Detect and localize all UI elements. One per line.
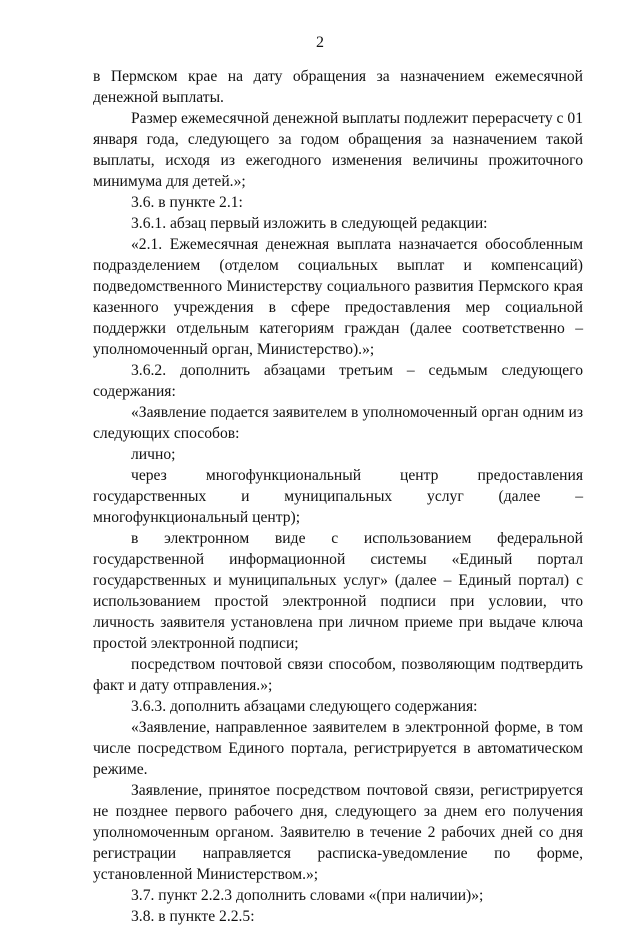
paragraph: 3.6.2. дополнить абзацами третьим – седьмым следующего содержания: (93, 362, 583, 400)
paragraph: в Пермском крае на дату обращения за назначением ежемесячной денежной выплаты. (93, 68, 583, 106)
paragraph: лично; (131, 446, 176, 463)
paragraph: «2.1. Ежемесячная денежная выплата назначается обособленным подразделением (отделом социальных выплат и компенсаций) подведомственного Министерству социального развития Пермского края казенного учреждения в сфере предоставления мер социальной поддержки отдельным категориям граждан (далее соответственно – уполномоченный орган, Министерство).»; (93, 236, 583, 358)
paragraph: 3.6. в пункте 2.1: (131, 194, 243, 211)
paragraph: 3.8. в пункте 2.2.5: (131, 908, 255, 925)
page-number: 2 (316, 34, 324, 51)
paragraph: «Заявление подается заявителем в уполномоченный орган одним из следующих способов: (93, 404, 583, 442)
paragraph: 3.6.3. дополнить абзацами следующего содержания: (131, 698, 478, 715)
paragraph: 3.6.1. абзац первый изложить в следующей редакции: (131, 215, 488, 232)
document-body (93, 66, 583, 927)
paragraph: Заявление, принятое посредством почтовой связи, регистрируется не позднее первого рабочего дня, следующего за днем его получения уполномоченным органом. Заявителю в течение 2 рабочих дней со дня регистрации направляется расписка-уведомление по форме, установленной Министерством.»; (93, 782, 583, 883)
paragraph: через многофункциональный центр предоставления государственных и муниципальных услуг (далее – многофункциональный центр); (93, 467, 583, 526)
paragraph: 3.7. пункт 2.2.3 дополнить словами «(при наличии)»; (131, 887, 484, 904)
paragraph: «Заявление, направленное заявителем в электронной форме, в том числе посредством Единого портала, регистрируется в автоматическом режиме. (93, 719, 583, 778)
paragraph: в электронном виде с использованием федеральной государственной информационной системы «Единый портал государственных и муниципальных услуг» (далее – Единый портал) с использованием простой электронной подписи при условии, что личность заявителя установлена при личном приеме при выдаче ключа простой электронной подписи; (93, 530, 583, 652)
paragraph: посредством почтовой связи способом, позволяющим подтвердить факт и дату отправления.»; (93, 656, 583, 694)
paragraph: Размер ежемесячной денежной выплаты подлежит перерасчету с 01 января года, следующего за годом обращения за назначением такой выплаты, исходя из ежегодного изменения величины прожиточного минимума для детей.»; (93, 110, 583, 190)
